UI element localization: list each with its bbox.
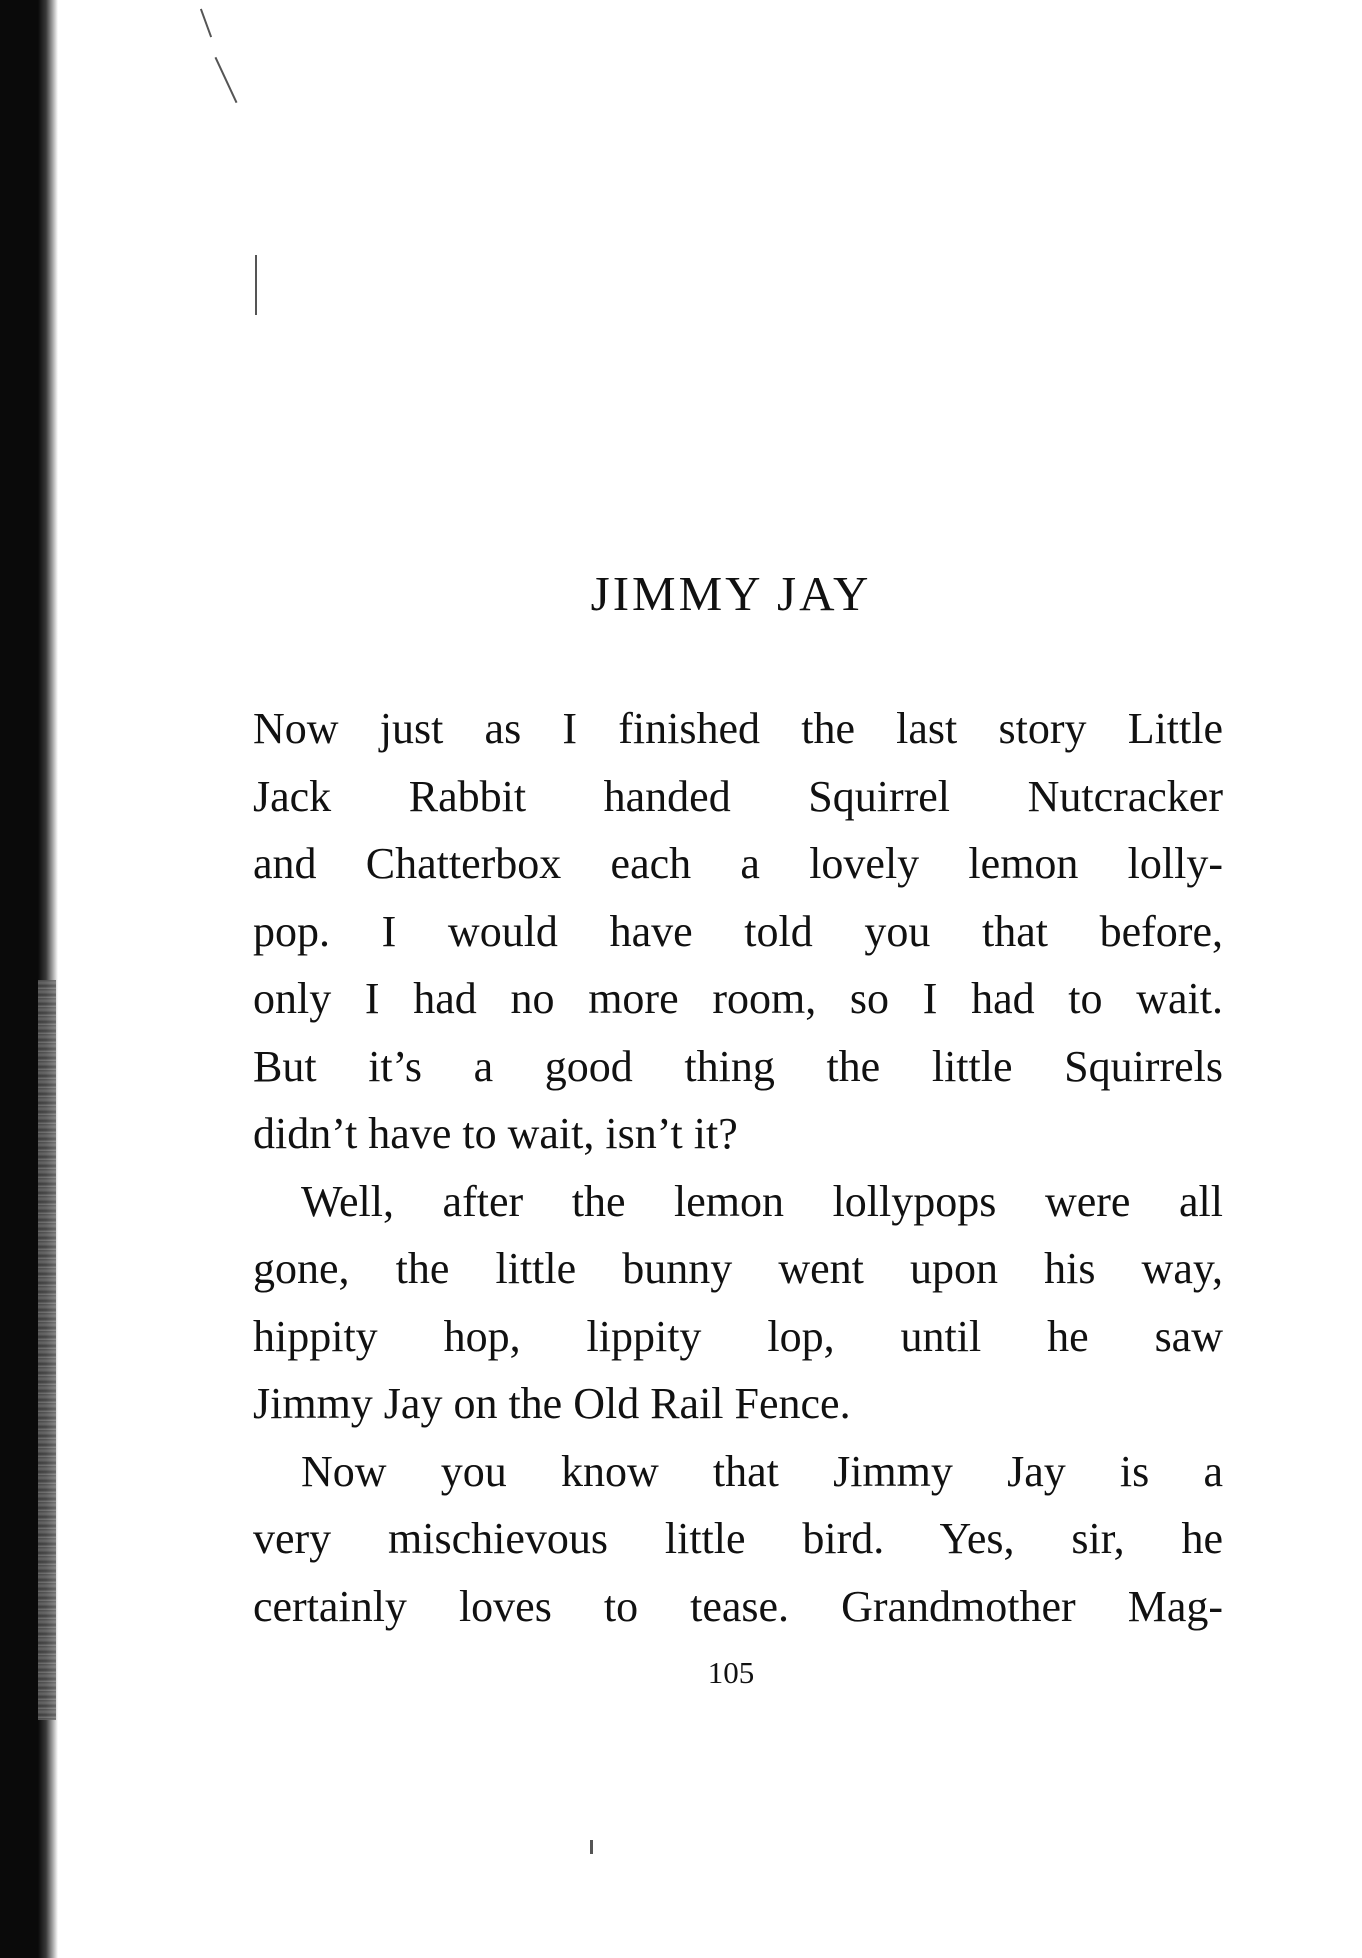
chapter-title: JIMMY JAY — [590, 566, 872, 621]
text-line: Jimmy Jay on the Old Rail Fence. — [253, 1379, 851, 1428]
scan-mark — [590, 1840, 593, 1854]
text-line: Jack Rabbit handed Squirrel Nutcracker — [253, 771, 1223, 821]
text-line: Now you know that Jimmy Jay is a — [301, 1446, 1223, 1496]
text-line: hippity hop, lippity lop, until he saw — [253, 1311, 1223, 1361]
page-number: 105 — [707, 1655, 755, 1690]
scan-mark — [215, 57, 238, 103]
text-line: But it’s a good thing the little Squirrels — [253, 1041, 1223, 1091]
text-line: Well, after the lemon lollypops were all — [301, 1176, 1223, 1226]
text-line: very mischievous little bird. Yes, sir, he — [253, 1514, 1223, 1563]
scan-mark — [255, 255, 257, 315]
text-line: Now just as I finished the last story Little — [253, 704, 1223, 753]
text-line: and Chatterbox each a lovely lemon lolly- — [253, 839, 1223, 888]
text-line: gone, the little bunny went upon his way, — [253, 1244, 1223, 1293]
text-line: only I had no more room, so I had to wait. — [253, 974, 1223, 1023]
scan-mark — [200, 9, 212, 38]
text-line: certainly loves to tease. Grandmother Mag- — [253, 1581, 1223, 1631]
body-text — [253, 695, 1223, 1640]
text-line: didn’t have to wait, isn’t it? — [253, 1109, 738, 1158]
text-line: pop. I would have told you that before, — [253, 906, 1223, 956]
